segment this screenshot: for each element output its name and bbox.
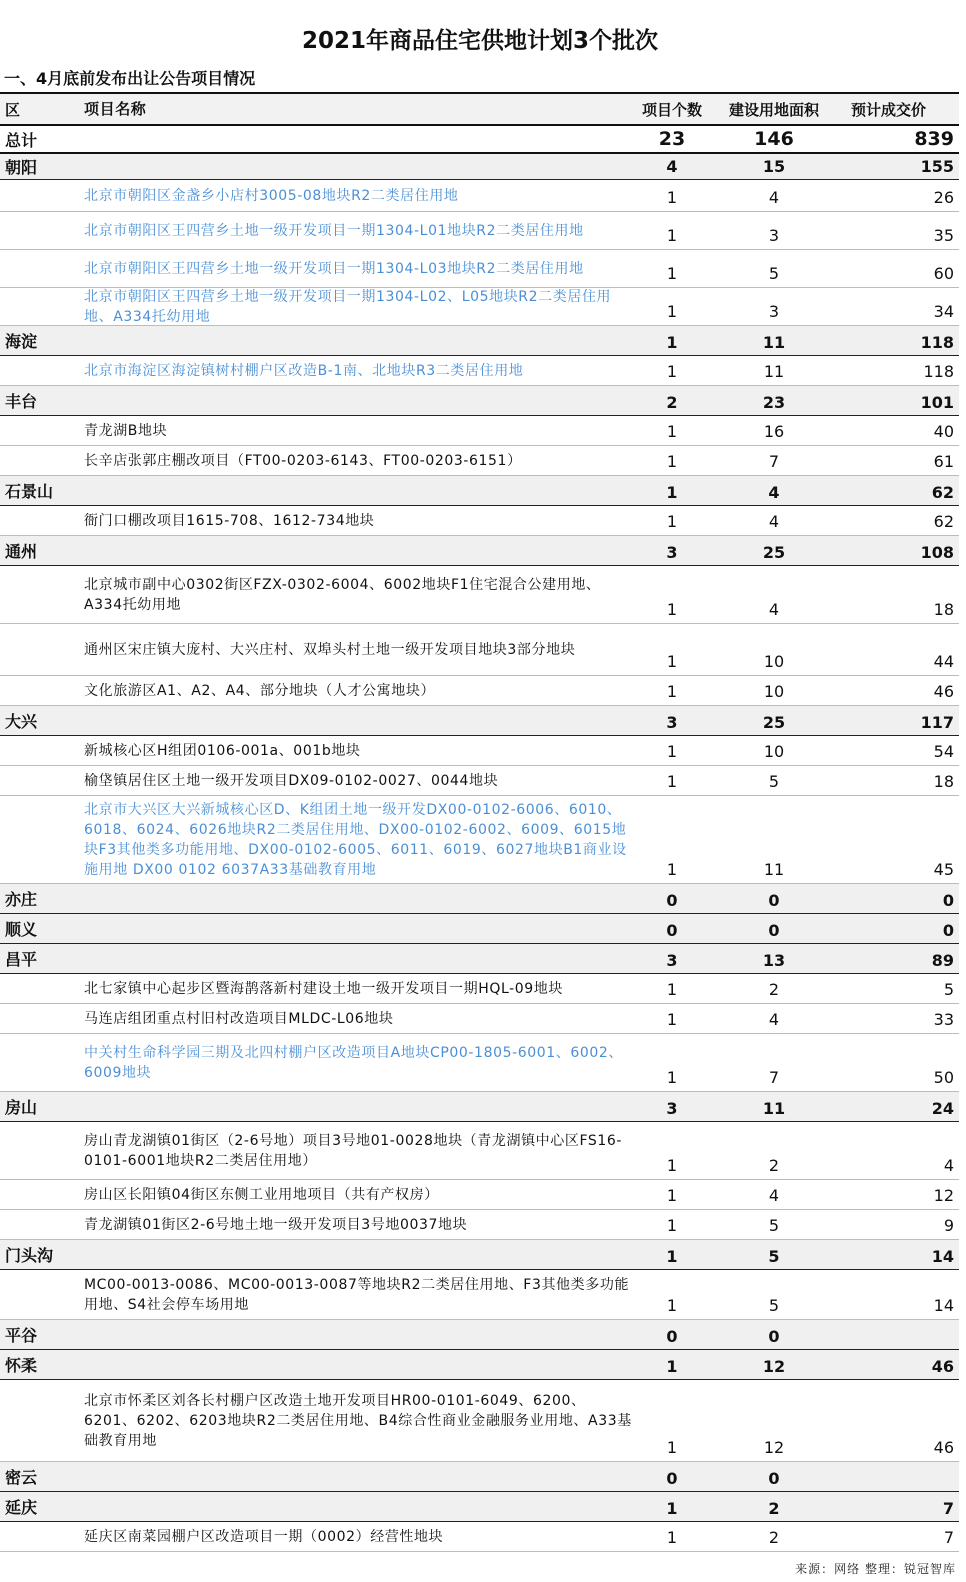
project-count: 0 [666, 921, 678, 940]
project-count: 0 [666, 891, 678, 910]
expected-price: 26 [933, 188, 954, 207]
land-area: 10 [763, 742, 785, 761]
project-count: 1 [666, 652, 678, 671]
project-row [0, 974, 959, 1004]
project-row [0, 250, 959, 288]
land-area: 7 [768, 452, 780, 471]
expected-price: 62 [931, 483, 954, 502]
project-name: 北京城市副中心0302街区FZX-0302-6004、6002地块F1住宅混合公建用地、A334托幼用地 [84, 576, 601, 613]
expected-price: 18 [933, 600, 954, 619]
project-name: 青龙湖B地块 [84, 422, 168, 439]
project-row [0, 1210, 959, 1240]
project-name: 通州区宋庄镇大庞村、大兴庄村、双埠头村土地一级开发项目地块3部分地块 [84, 641, 576, 658]
expected-price: 62 [933, 512, 954, 531]
expected-price: 14 [933, 1296, 954, 1315]
district-row [0, 706, 959, 736]
expected-price: 50 [933, 1068, 954, 1087]
expected-price: 108 [920, 543, 954, 562]
district-name: 朝阳 [5, 158, 38, 177]
project-name: 文化旅游区A1、A2、A4、部分地块（人才公寓地块） [84, 682, 436, 699]
land-area: 25 [762, 543, 786, 562]
land-area: 25 [762, 713, 786, 732]
project-count: 3 [666, 543, 678, 562]
expected-price: 118 [920, 333, 954, 352]
district-row [0, 386, 959, 416]
project-count: 1 [666, 1528, 678, 1547]
column-header-project-name: 项目名称 [84, 100, 147, 118]
project-count: 1 [666, 600, 678, 619]
total-label: 总计 [5, 130, 38, 150]
project-name: 北京市朝阳区王四营乡土地一级开发项目一期1304-L03地块R2二类居住用地 [84, 260, 584, 277]
project-count: 1 [666, 742, 678, 761]
land-area: 4 [768, 188, 780, 207]
expected-price: 7 [943, 1528, 954, 1547]
project-count: 1 [666, 772, 678, 791]
project-name: MC00-0013-0086、MC00-0013-0087等地块R2二类居住用地、F3其他类多功能用地、S4社会停车场用地 [84, 1276, 630, 1313]
total-row [0, 126, 959, 154]
district-row [0, 914, 959, 944]
section-heading: 一、4月底前发布出让公告项目情况 [4, 69, 256, 88]
expected-price: 4 [943, 1156, 954, 1175]
expected-price: 18 [933, 772, 954, 791]
land-area: 2 [768, 1528, 780, 1547]
expected-price: 33 [933, 1010, 954, 1029]
land-area: 11 [763, 362, 785, 381]
project-row [0, 566, 959, 624]
project-name: 北京市朝阳区王四营乡土地一级开发项目一期1304-L02、L05地块R2二类居住用地、A334托幼用地 [84, 288, 612, 325]
expected-price: 89 [931, 951, 954, 970]
project-name: 北京市怀柔区刘各长村棚户区改造土地开发项目HR00-0101-6049、6200、6201、6202、6203地块R2二类居住用地、B4综合性商业金融服务业用地、A33基础教育用地 [84, 1392, 632, 1449]
project-count: 1 [666, 1068, 678, 1087]
district-name: 顺义 [5, 920, 38, 939]
land-area: 4 [768, 600, 780, 619]
land-area: 4 [768, 512, 780, 531]
project-count: 2 [666, 393, 678, 412]
project-count: 1 [666, 1010, 678, 1029]
project-count: 1 [666, 333, 678, 352]
project-count: 1 [666, 302, 678, 321]
project-count: 1 [666, 362, 678, 381]
land-area: 5 [768, 1247, 780, 1266]
expected-price: 61 [933, 452, 954, 471]
expected-price: 118 [923, 362, 954, 381]
land-area: 5 [768, 1216, 780, 1235]
land-area: 4 [768, 1010, 780, 1029]
project-count: 3 [666, 1099, 678, 1118]
expected-price: 46 [931, 1357, 954, 1376]
land-area: 12 [763, 1438, 785, 1457]
district-name: 大兴 [5, 712, 38, 731]
district-row [0, 1320, 959, 1350]
land-supply-table [0, 92, 959, 1552]
expected-price: 9 [943, 1216, 954, 1235]
project-row [0, 736, 959, 766]
project-row [0, 446, 959, 476]
project-row [0, 416, 959, 446]
land-area: 4 [768, 1186, 780, 1205]
project-row [0, 766, 959, 796]
page-title: 2021年商品住宅供地计划3个批次 [301, 28, 659, 54]
project-count: 1 [666, 512, 678, 531]
project-row [0, 1270, 959, 1320]
column-header-price: 预计成交价 [850, 100, 926, 119]
project-count: 1 [666, 1216, 678, 1235]
project-name: 北七家镇中心起步区暨海鹊落新村建设土地一级开发项目一期HQL-09地块 [84, 980, 563, 997]
land-area: 10 [763, 682, 785, 701]
project-row [0, 624, 959, 676]
district-row [0, 536, 959, 566]
column-header-count: 项目个数 [641, 100, 702, 119]
district-row [0, 1350, 959, 1380]
project-count: 1 [666, 860, 678, 879]
expected-price: 101 [920, 393, 954, 412]
project-count: 1 [666, 483, 678, 502]
project-row [0, 1034, 959, 1092]
land-area: 15 [762, 157, 786, 176]
district-row [0, 476, 959, 506]
district-name: 丰台 [5, 392, 38, 411]
project-name: 北京市朝阳区金盏乡小店村3005-08地块R2二类居住用地 [84, 187, 459, 204]
district-row [0, 154, 959, 180]
district-name: 海淀 [5, 332, 38, 351]
project-name: 长辛店张郭庄棚改项目（FT00-0203-6143、FT00-0203-6151） [84, 452, 522, 469]
expected-price: 46 [933, 1438, 954, 1457]
expected-price: 14 [931, 1247, 954, 1266]
district-row [0, 1240, 959, 1270]
land-area: 5 [768, 264, 780, 283]
land-area: 2 [768, 1499, 780, 1518]
district-name: 延庆 [5, 1498, 38, 1517]
district-name: 房山 [5, 1098, 38, 1117]
project-row [0, 356, 959, 386]
district-row [0, 944, 959, 974]
project-name: 北京市海淀区海淀镇树村棚户区改造B-1南、北地块R3二类居住用地 [84, 362, 524, 379]
land-area: 5 [768, 1296, 780, 1315]
total-count: 23 [658, 128, 686, 150]
project-row [0, 1180, 959, 1210]
project-count: 1 [666, 452, 678, 471]
project-count: 4 [666, 157, 678, 176]
land-area: 10 [763, 652, 785, 671]
project-count: 0 [666, 1469, 678, 1488]
expected-price: 7 [942, 1499, 954, 1518]
table-header-row [0, 92, 959, 126]
project-row [0, 180, 959, 212]
land-area: 0 [768, 921, 780, 940]
project-count: 1 [666, 226, 678, 245]
project-count: 1 [666, 1247, 678, 1266]
project-count: 0 [666, 1327, 678, 1346]
project-count: 1 [666, 980, 678, 999]
land-area: 0 [768, 1327, 780, 1346]
project-row [0, 1522, 959, 1552]
district-name: 亦庄 [5, 890, 38, 909]
project-name: 衙门口棚改项目1615-708、1612-734地块 [84, 512, 375, 529]
expected-price: 155 [920, 157, 954, 176]
column-header-district: 区 [5, 100, 21, 119]
expected-price: 5 [943, 980, 954, 999]
district-name: 通州 [5, 542, 38, 561]
land-area: 2 [768, 1156, 780, 1175]
project-count: 3 [666, 951, 678, 970]
district-row [0, 1492, 959, 1522]
project-count: 1 [666, 1438, 678, 1457]
project-name: 马连店组团重点村旧村改造项目MLDC-L06地块 [84, 1010, 394, 1027]
project-name: 青龙湖镇01街区2-6号地土地一级开发项目3号地0037地块 [84, 1216, 468, 1233]
project-name: 榆垡镇居住区土地一级开发项目DX09-0102-0027、0044地块 [84, 772, 499, 789]
project-count: 1 [666, 1499, 678, 1518]
expected-price: 34 [933, 302, 954, 321]
expected-price: 60 [933, 264, 954, 283]
expected-price: 44 [933, 652, 954, 671]
land-area: 3 [768, 302, 780, 321]
land-area: 3 [768, 226, 780, 245]
expected-price: 40 [933, 422, 954, 441]
land-area: 4 [768, 483, 780, 502]
expected-price: 45 [933, 860, 954, 879]
project-count: 3 [666, 713, 678, 732]
project-count: 1 [666, 682, 678, 701]
district-name: 昌平 [5, 950, 38, 969]
project-row [0, 1380, 959, 1462]
project-name: 延庆区南菜园棚户区改造项目一期（0002）经营性地块 [84, 1528, 444, 1545]
land-area: 5 [768, 772, 780, 791]
land-area: 2 [768, 980, 780, 999]
project-row [0, 506, 959, 536]
expected-price: 35 [933, 226, 954, 245]
district-name: 怀柔 [5, 1356, 38, 1375]
land-area: 11 [762, 333, 786, 352]
project-name: 北京市大兴区大兴新城核心区D、K组团土地一级开发DX00-0102-6006、6010、6018、6024、6026地块R2二类居住用地、DX00-0102-6002、6009、6015地块F3其他类多功能用地、DX00-0102-6005、6011、6019、6027地块B1商业设施用地 DX00 0102 6037A33基础教育用地 [84, 801, 627, 878]
district-name: 密云 [5, 1468, 38, 1487]
project-row [0, 1122, 959, 1180]
district-name: 平谷 [5, 1326, 38, 1345]
source-note: 来源：网络 整理：锐冠智库 [795, 1562, 956, 1576]
expected-price: 0 [942, 891, 954, 910]
project-count: 1 [666, 264, 678, 283]
project-row [0, 1004, 959, 1034]
project-name: 中关村生命科学园三期及北四村棚户区改造项目A地块CP00-1805-6001、6002、6009地块 [84, 1044, 623, 1081]
district-name: 石景山 [5, 482, 54, 501]
project-name: 房山区长阳镇04街区东侧工业用地项目（共有产权房） [84, 1186, 439, 1203]
project-row [0, 676, 959, 706]
expected-price: 24 [931, 1099, 954, 1118]
land-area: 11 [762, 1099, 786, 1118]
total-area: 146 [754, 128, 794, 150]
project-name: 新城核心区H组团0106-001a、001b地块 [84, 742, 361, 759]
land-area: 0 [768, 891, 780, 910]
column-header-area: 建设用地面积 [728, 100, 819, 119]
project-count: 1 [666, 1296, 678, 1315]
project-count: 1 [666, 422, 678, 441]
land-area: 12 [762, 1357, 786, 1376]
project-name: 北京市朝阳区王四营乡土地一级开发项目一期1304-L01地块R2二类居住用地 [84, 222, 584, 239]
project-count: 1 [666, 1357, 678, 1376]
land-area: 0 [768, 1469, 780, 1488]
expected-price: 0 [942, 921, 954, 940]
land-area: 23 [762, 393, 786, 412]
expected-price: 117 [920, 713, 954, 732]
district-row [0, 326, 959, 356]
land-area: 13 [762, 951, 786, 970]
total-price: 839 [914, 128, 954, 150]
district-row [0, 1092, 959, 1122]
project-count: 1 [666, 188, 678, 207]
project-row [0, 212, 959, 250]
district-row [0, 884, 959, 914]
district-row [0, 1462, 959, 1492]
project-count: 1 [666, 1156, 678, 1175]
expected-price: 46 [933, 682, 954, 701]
district-name: 门头沟 [5, 1246, 54, 1265]
project-count: 1 [666, 1186, 678, 1205]
expected-price: 12 [933, 1186, 954, 1205]
land-area: 7 [768, 1068, 780, 1087]
land-area: 11 [763, 860, 785, 879]
project-row [0, 288, 959, 326]
land-area: 16 [763, 422, 785, 441]
project-name: 房山青龙湖镇01街区（2-6号地）项目3号地01-0028地块（青龙湖镇中心区FS16-0101-6001地块R2二类居住用地） [84, 1132, 623, 1169]
expected-price: 54 [933, 742, 954, 761]
project-row [0, 796, 959, 884]
table-body [0, 154, 959, 1552]
